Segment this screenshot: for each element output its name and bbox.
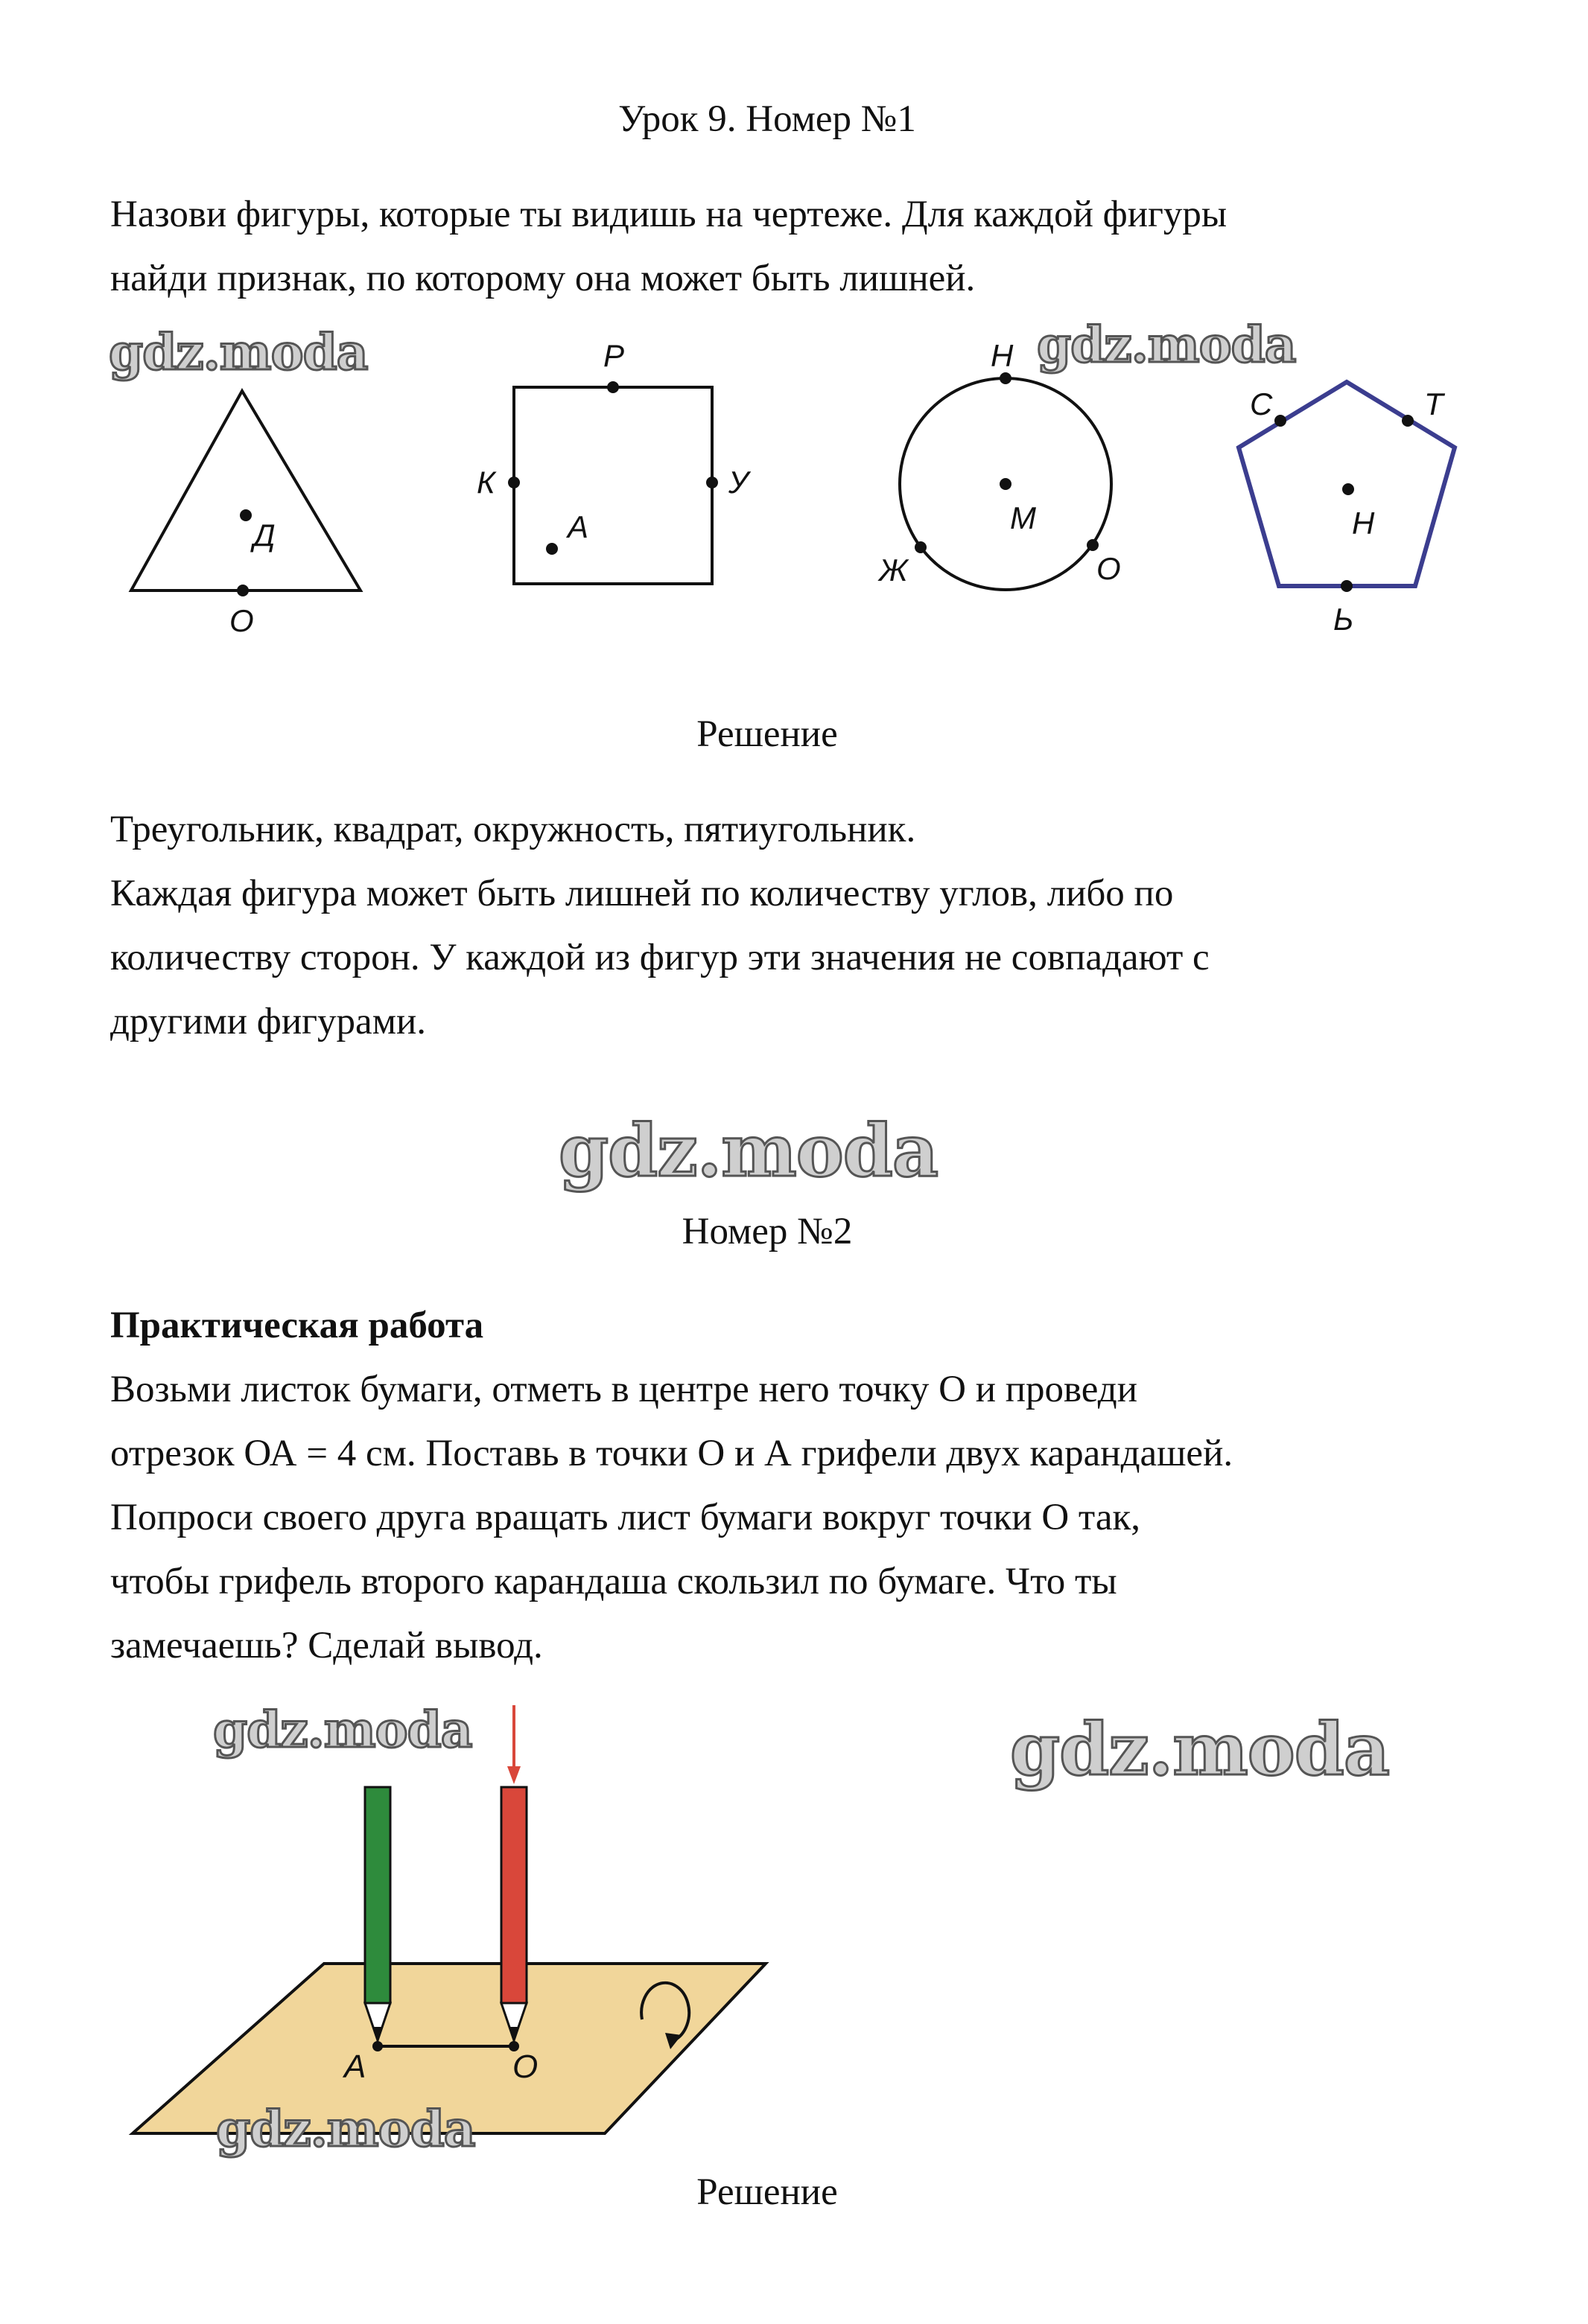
square-right-point (706, 477, 718, 488)
square-inner-point (546, 543, 558, 555)
triangle-shape (131, 391, 361, 590)
watermark-1: gdz.moda (109, 323, 368, 381)
circle-center-point (1000, 478, 1011, 490)
number2-heading: Номер №2 (682, 1211, 853, 1252)
pentagon-left-point (1274, 415, 1286, 427)
task1-line-2: найди признак, по которому она может быть лишней. (110, 258, 976, 299)
circle-right-point (1087, 539, 1099, 551)
practical-line-5: замечаешь? Сделай вывод. (110, 1625, 543, 1666)
label-pentagon-left: С (1250, 386, 1273, 421)
triangle-bottom-point (237, 585, 249, 596)
practical-line-1: Возьми листок бумаги, отметь в центре него точку О и проведи (110, 1369, 1138, 1410)
label-circle-center: М (1010, 500, 1036, 535)
label-pentagon-center: Н (1352, 506, 1375, 541)
practical-line-3: Попроси своего друга вращать лист бумаги вокруг точки О так, (110, 1497, 1140, 1538)
answer1-line-3: количеству сторон. У каждой из фигур эти значения не совпадают с (110, 937, 1210, 978)
label-point-o: О (512, 2048, 539, 2085)
green-pencil (365, 1787, 390, 2040)
square-left-point (508, 477, 520, 488)
task1-line-1: Назови фигуры, которые ты видишь на чертеже. Для каждой фигуры (110, 194, 1227, 235)
label-circle-right: О (1096, 551, 1121, 586)
red-pencil (501, 1787, 527, 2040)
pentagon-right-point (1402, 415, 1414, 427)
label-circle-top: Н (991, 338, 1014, 373)
label-triangle-bottom: О (229, 603, 254, 638)
label-square-right: У (728, 465, 749, 500)
down-arrow-icon (507, 1705, 521, 1784)
watermark-3: gdz.moda (559, 1109, 938, 1193)
triangle-center-point (240, 509, 252, 521)
answer1-line-1: Треугольник, квадрат, окружность, пятиугольник. (110, 809, 916, 850)
watermark-5: gdz.moda (1010, 1707, 1390, 1792)
label-triangle-center: Д (253, 518, 276, 553)
circle-top-point (1000, 372, 1011, 384)
answer1-line-2: Каждая фигура может быть лишней по количеству углов, либо по (110, 873, 1174, 914)
solution-heading-2: Решение (696, 2171, 838, 2213)
page-title: Урок 9. Номер №1 (618, 98, 916, 140)
label-point-a: А (344, 2048, 366, 2085)
watermark-4: gdz.moda (213, 1701, 472, 1759)
watermark-6: gdz.moda (216, 2100, 475, 2158)
practical-heading: Практическая работа (110, 1305, 484, 1346)
label-square-inner: А (568, 509, 589, 544)
label-circle-left: Ж (879, 553, 908, 588)
watermark-2: gdz.moda (1037, 316, 1296, 374)
answer1-line-4: другими фигурами. (110, 1001, 427, 1042)
solution-heading-1: Решение (696, 713, 838, 755)
label-square-left: К (477, 465, 495, 500)
label-square-top: Р (603, 338, 625, 373)
label-pentagon-bottom: Ь (1333, 602, 1354, 637)
pentagon-center-point (1342, 483, 1354, 495)
practical-line-2: отрезок ОА = 4 см. Поставь в точки О и А грифели двух карандашей. (110, 1433, 1233, 1474)
square-top-point (607, 381, 619, 393)
practical-line-4: чтобы грифель второго карандаша скользил по бумаге. Что ты (110, 1561, 1117, 1602)
square-shape (514, 387, 712, 584)
pentagon-bottom-point (1341, 580, 1353, 592)
label-pentagon-right: Т (1424, 386, 1444, 421)
circle-left-point (915, 541, 927, 553)
